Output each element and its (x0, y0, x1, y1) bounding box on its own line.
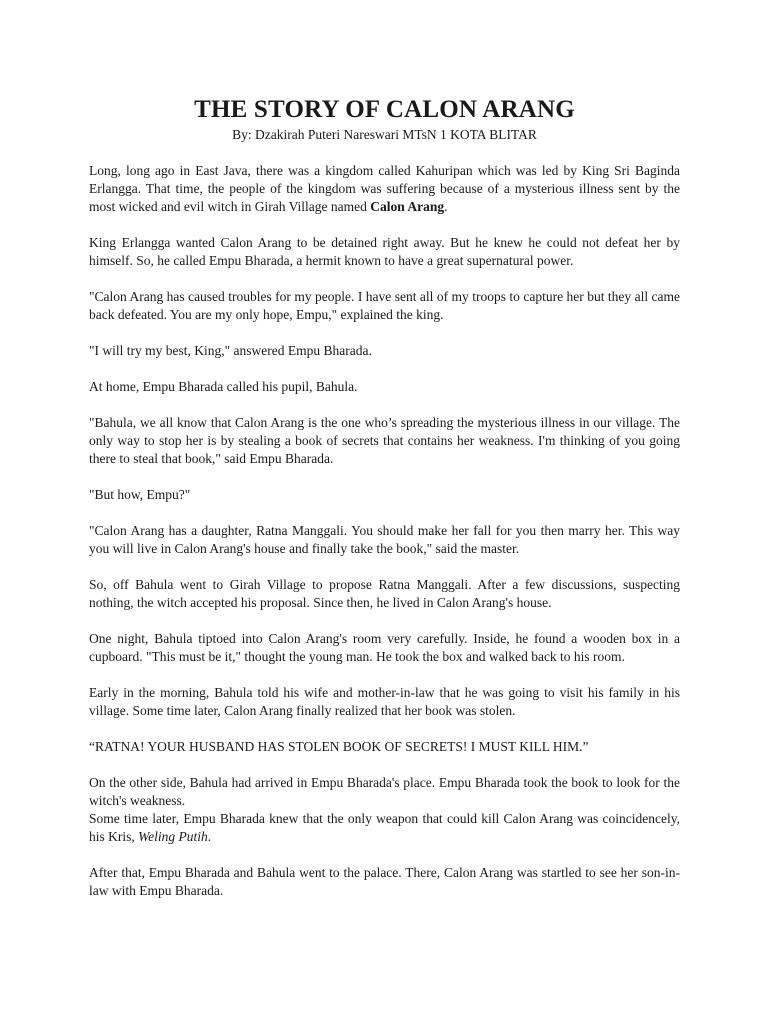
paragraph-1-text: Long, long ago in East Java, there was a kingdom called Kahuripan which was led by King Sri Baginda Erlangga. That time, the people of the kingdom was suffering because of a mysterious illness sent by the most wicked and evil witch in Girah Village named (89, 163, 680, 214)
paragraph-6: "Bahula, we all know that Calon Arang is the one who’s spreading the mysterious illness in our village. The only way to stop her is by stealing a book of secrets that contains her weakness. I'm thinking of you going there to steal that book," said Empu Bharada. (89, 415, 680, 466)
paragraph-13: On the other side, Bahula had arrived in Empu Bharada's place. Empu Bharada took the book to look for the witch's weakness. (89, 775, 680, 808)
paragraph-8: "Calon Arang has a daughter, Ratna Manggali. You should make her fall for you then marry her. This way you will live in Calon Arang's house and finally take the book," said the master. (89, 523, 680, 556)
calon-arang-bold: Calon Arang (370, 199, 445, 214)
paragraph-4: "I will try my best, King," answered Empu Bharada. (89, 343, 372, 358)
story-body (89, 162, 680, 900)
paragraph-14 (89, 810, 680, 846)
weling-putih-italic: Weling Putih (138, 829, 208, 844)
paragraph-1-end: . (444, 199, 448, 214)
paragraph-12: “RATNA! YOUR HUSBAND HAS STOLEN BOOK OF SECRETS! I MUST KILL HIM.” (89, 739, 589, 754)
paragraph-15: After that, Empu Bharada and Bahula went to the palace. There, Calon Arang was startled to see her son-in-law with Empu Bharada. (89, 865, 680, 898)
paragraph-2: King Erlangga wanted Calon Arang to be detained right away. But he knew he could not defeat her by himself. So, he called Empu Bharada, a hermit known to have a great supernatural power. (89, 235, 680, 268)
paragraph-14-text: Some time later, Empu Bharada knew that the only weapon that could kill Calon Arang was coincidencely, his Kris, (89, 811, 680, 844)
paragraph-14-end: . (207, 829, 212, 844)
paragraph-5: At home, Empu Bharada called his pupil, Bahula. (89, 379, 358, 394)
paragraph-10: One night, Bahula tiptoed into Calon Arang's room very carefully. Inside, he found a wooden box in a cupboard. "This must be it," thought the young man. He took the box and walked back to his room. (89, 631, 680, 664)
paragraph-7: "But how, Empu?" (89, 487, 191, 502)
paragraph-9: So, off Bahula went to Girah Village to propose Ratna Manggali. After a few discussions, suspecting nothing, the witch accepted his proposal. Since then, he lived in Calon Arang's house. (89, 577, 680, 610)
author-byline: By: Dzakirah Puteri Nareswari MTsN 1 KOTA BLITAR (232, 127, 537, 142)
paragraph-3: "Calon Arang has caused troubles for my people. I have sent all of my troops to capture her but they all came back defeated. You are my only hope, Empu," explained the king. (89, 289, 680, 322)
paragraph-1 (89, 162, 680, 216)
document-title: THE STORY OF CALON ARANG (194, 96, 575, 123)
paragraph-11: Early in the morning, Bahula told his wife and mother-in-law that he was going to visit his family in his village. Some time later, Calon Arang finally realized that her book was stolen. (89, 685, 680, 718)
